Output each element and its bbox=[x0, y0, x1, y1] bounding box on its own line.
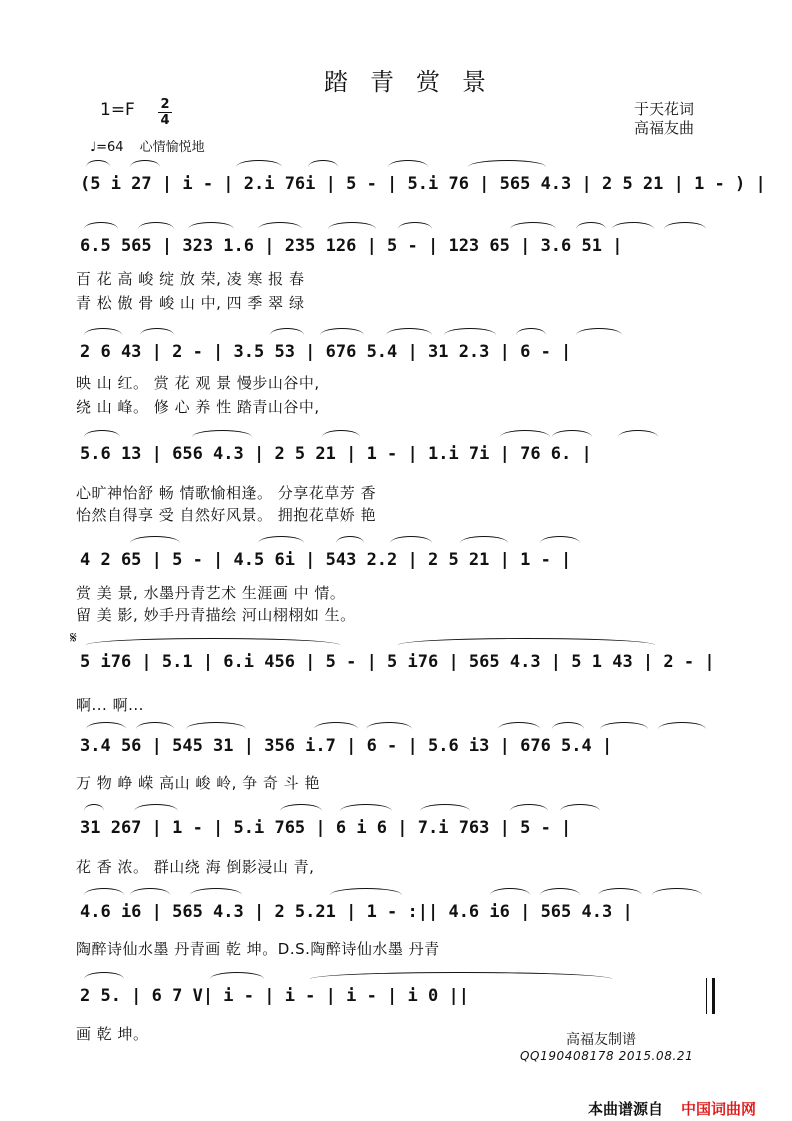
slur-arc bbox=[468, 160, 546, 167]
slur-arc bbox=[322, 430, 360, 437]
lyric-line: 绕 山 峰。 修 心 养 性 踏青山谷中, bbox=[76, 398, 320, 416]
slur-arc bbox=[140, 328, 174, 335]
barline bbox=[636, 166, 637, 202]
barline bbox=[519, 542, 520, 578]
notation-line: 5.6 13 | 656 4.3 | 2 5 21 | 1 - | 1.i 7i | 76 6. | bbox=[80, 444, 592, 464]
slur-arc bbox=[498, 722, 540, 729]
barline bbox=[265, 810, 266, 846]
barline bbox=[582, 810, 583, 846]
tempo-value: ♩=64 bbox=[90, 140, 124, 155]
slur-arc bbox=[190, 888, 242, 895]
barline bbox=[165, 644, 166, 680]
lyric-line: 心旷神怡舒 畅 情歌愉相逢。 分享花草芳 香 bbox=[76, 484, 377, 502]
slur-arc bbox=[84, 804, 104, 811]
slur-arc bbox=[540, 536, 580, 543]
lyric-line: 留 美 影, 妙手丹青描绘 河山栩栩如 生。 bbox=[76, 606, 356, 624]
barline bbox=[713, 334, 714, 370]
barline bbox=[177, 728, 178, 764]
barline bbox=[553, 166, 554, 202]
slur-arc bbox=[618, 430, 658, 437]
barline bbox=[455, 166, 456, 202]
barline bbox=[82, 166, 83, 202]
slur-arc bbox=[540, 888, 580, 895]
time-bottom: 4 bbox=[160, 113, 170, 128]
slur-arc bbox=[510, 804, 548, 811]
slur-arc bbox=[598, 888, 642, 895]
source-footer bbox=[588, 1098, 756, 1119]
slur-arc bbox=[612, 222, 654, 229]
barline bbox=[170, 228, 171, 264]
slur-arc bbox=[186, 722, 246, 729]
slur-arc bbox=[340, 804, 392, 811]
slur-arc bbox=[258, 222, 302, 229]
lyric-line: 万 物 峥 嵘 高山 峻 岭, 争 奇 斗 艳 bbox=[76, 774, 320, 792]
notation-line: 5 i76 | 5.1 | 6.i 456 | 5 - | 5 i76 | 565 4.3 | 5 1 43 | 2 - | bbox=[80, 652, 715, 672]
notation-line: 3.4 56 | 545 31 | 356 i.7 | 6 - | 5.6 i3 | 676 5.4 | bbox=[80, 736, 613, 756]
slur-arc bbox=[560, 804, 600, 811]
barline bbox=[364, 542, 365, 578]
slur-arc bbox=[84, 328, 122, 335]
slur-arc bbox=[510, 222, 556, 229]
lyric-line: 映 山 红。 赏 花 观 景 慢步山谷中, bbox=[76, 374, 320, 392]
slur-arc bbox=[134, 804, 178, 811]
slur-arc bbox=[280, 804, 322, 811]
barline bbox=[166, 166, 167, 202]
slur-arc bbox=[84, 972, 124, 979]
barline bbox=[437, 228, 438, 264]
slur-arc bbox=[136, 722, 174, 729]
key-signature: 1=F bbox=[100, 100, 135, 120]
barline bbox=[491, 436, 492, 472]
slur-arc bbox=[270, 328, 304, 335]
slur-arc bbox=[130, 888, 170, 895]
slur-arc bbox=[258, 536, 304, 543]
slur-arc bbox=[420, 804, 470, 811]
notation-line: 6.5 565 | 323 1.6 | 235 126 | 5 - | 123 65 | 3.6 51 | bbox=[80, 236, 623, 256]
barline bbox=[326, 166, 327, 202]
barline bbox=[251, 542, 252, 578]
segno-sign: 𝄋 bbox=[70, 628, 77, 647]
lyric-line: 百 花 高 峻 绽 放 荣, 凌 寒 报 春 bbox=[76, 270, 305, 288]
barline bbox=[372, 334, 373, 370]
slur-arc bbox=[236, 160, 282, 167]
barline bbox=[379, 644, 380, 680]
barline bbox=[409, 894, 410, 930]
barline bbox=[505, 228, 506, 264]
notation-line: 4.6 i6 | 565 4.3 | 2 5.21 | 1 - :|| 4.6 i6 | 565 4.3 | bbox=[80, 902, 633, 922]
barline bbox=[612, 436, 613, 472]
barline bbox=[713, 644, 714, 680]
slur-arc bbox=[444, 328, 496, 335]
slur-arc bbox=[658, 722, 706, 729]
slur-arc bbox=[490, 888, 530, 895]
slur-arc bbox=[328, 222, 376, 229]
barline bbox=[466, 810, 467, 846]
time-top: 2 bbox=[160, 97, 170, 112]
slur-arc bbox=[84, 430, 120, 437]
slur-arc bbox=[210, 972, 264, 979]
tempo-marking bbox=[90, 136, 205, 155]
barline bbox=[713, 810, 714, 846]
slur-arc bbox=[552, 430, 592, 437]
slur-arc bbox=[130, 536, 180, 543]
slur-arc bbox=[84, 222, 118, 229]
barline bbox=[713, 228, 714, 264]
barline bbox=[223, 644, 224, 680]
slur-arc bbox=[366, 722, 412, 729]
barline bbox=[178, 894, 179, 930]
barline bbox=[424, 436, 425, 472]
slur-arc bbox=[330, 888, 402, 895]
lyric-line: 青 松 傲 骨 峻 山 中, 四 季 翠 绿 bbox=[76, 294, 305, 312]
lyric-line: 啊... 啊... bbox=[76, 696, 144, 714]
barline bbox=[716, 166, 717, 202]
composer-credit: 高福友曲 bbox=[634, 119, 695, 137]
notation-line: (5 i 27 | i - | 2.i 76i | 5 - | 5.i 76 | 565 4.3 | 2 5 21 | 1 - ) | bbox=[80, 174, 766, 194]
barline bbox=[596, 644, 597, 680]
barline bbox=[425, 728, 426, 764]
barline bbox=[586, 894, 587, 930]
slur-arc bbox=[388, 160, 428, 167]
song-title: 踏青赏景 bbox=[324, 68, 508, 96]
slur-arc bbox=[652, 888, 702, 895]
barline bbox=[221, 166, 222, 202]
slur-arc bbox=[86, 160, 110, 167]
slur-arc bbox=[398, 222, 432, 229]
slur-arc bbox=[336, 536, 364, 543]
barline bbox=[312, 436, 313, 472]
slur-arc bbox=[398, 638, 655, 645]
lyric-line: 画 乾 坤。 bbox=[76, 1025, 149, 1043]
slur-arc bbox=[576, 328, 622, 335]
barline bbox=[188, 542, 189, 578]
slur-arc bbox=[86, 638, 340, 645]
barline bbox=[512, 978, 513, 1014]
barline bbox=[180, 334, 181, 370]
expression-text: 心情愉悦地 bbox=[139, 140, 205, 155]
slur-arc bbox=[308, 160, 338, 167]
source-label: 本曲谱源自 bbox=[588, 1100, 664, 1118]
barline bbox=[330, 644, 331, 680]
final-barline bbox=[706, 978, 715, 1014]
contact-date: QQ190408178 2015.08.21 bbox=[520, 1049, 694, 1063]
slur-arc bbox=[314, 722, 358, 729]
barline bbox=[188, 436, 189, 472]
barline bbox=[480, 728, 481, 764]
slur-arc bbox=[500, 430, 550, 437]
barline bbox=[399, 978, 400, 1014]
barline bbox=[307, 894, 308, 930]
slur-arc bbox=[390, 536, 432, 543]
barline bbox=[626, 542, 627, 578]
slur-arc bbox=[516, 328, 546, 335]
lyricist-credit: 于天花词 bbox=[634, 100, 695, 118]
slur-arc bbox=[664, 222, 706, 229]
slur-arc bbox=[552, 722, 584, 729]
barline bbox=[499, 334, 500, 370]
barline bbox=[476, 894, 477, 930]
barline bbox=[368, 166, 369, 202]
slur-arc bbox=[386, 328, 432, 335]
notation-line: 4 2 65 | 5 - | 4.5 6i | 543 2.2 | 2 5 21 | 1 - | bbox=[80, 550, 572, 570]
barline bbox=[348, 228, 349, 264]
slur-arc bbox=[84, 888, 124, 895]
barline bbox=[713, 542, 714, 578]
slur-arc bbox=[310, 972, 612, 979]
barline bbox=[301, 978, 302, 1014]
barline bbox=[256, 334, 257, 370]
lyric-line: 陶醉诗仙水墨 丹青画 乾 坤。D.S.陶醉诗仙水墨 丹青 bbox=[76, 940, 440, 958]
lyric-line: 怡然自得享 受 自然好风景。 拥抱花草娇 艳 bbox=[76, 506, 377, 524]
slur-arc bbox=[320, 328, 364, 335]
transcriber-credit: 高福友制谱 bbox=[566, 1032, 636, 1048]
barline bbox=[713, 728, 714, 764]
slur-arc bbox=[460, 536, 508, 543]
slur-arc bbox=[130, 160, 160, 167]
barline bbox=[612, 228, 613, 264]
source-site-link[interactable]: 中国词曲网 bbox=[681, 1100, 757, 1118]
slur-arc bbox=[192, 430, 252, 437]
barline bbox=[592, 728, 593, 764]
barline bbox=[184, 978, 185, 1014]
slur-arc bbox=[86, 722, 126, 729]
barline bbox=[658, 644, 659, 680]
slur-arc bbox=[576, 222, 606, 229]
barline bbox=[180, 810, 181, 846]
barline bbox=[713, 894, 714, 930]
notation-line: 2 5. | 6 7 V| i - | i - | i - | i 0 || bbox=[80, 986, 469, 1006]
time-signature bbox=[158, 98, 172, 127]
barline bbox=[250, 228, 251, 264]
notation-line: 31 267 | 1 - | 5.i 765 | 6 i 6 | 7.i 763 | 5 - | bbox=[80, 818, 572, 838]
barline bbox=[289, 728, 290, 764]
slur-arc bbox=[600, 722, 648, 729]
lyric-line: 赏 美 景, 水墨丹青艺术 生涯画 中 情。 bbox=[76, 584, 346, 602]
barline bbox=[713, 436, 714, 472]
slur-arc bbox=[188, 222, 234, 229]
barline bbox=[498, 644, 499, 680]
notation-line: 2 6 43 | 2 - | 3.5 53 | 676 5.4 | 31 2.3 | 6 - | bbox=[80, 342, 572, 362]
slur-arc bbox=[138, 222, 174, 229]
lyric-line: 花 香 浓。 群山绕 海 倒影浸山 青, bbox=[76, 858, 315, 876]
barline bbox=[614, 978, 615, 1014]
barline bbox=[611, 334, 612, 370]
barline bbox=[401, 810, 402, 846]
